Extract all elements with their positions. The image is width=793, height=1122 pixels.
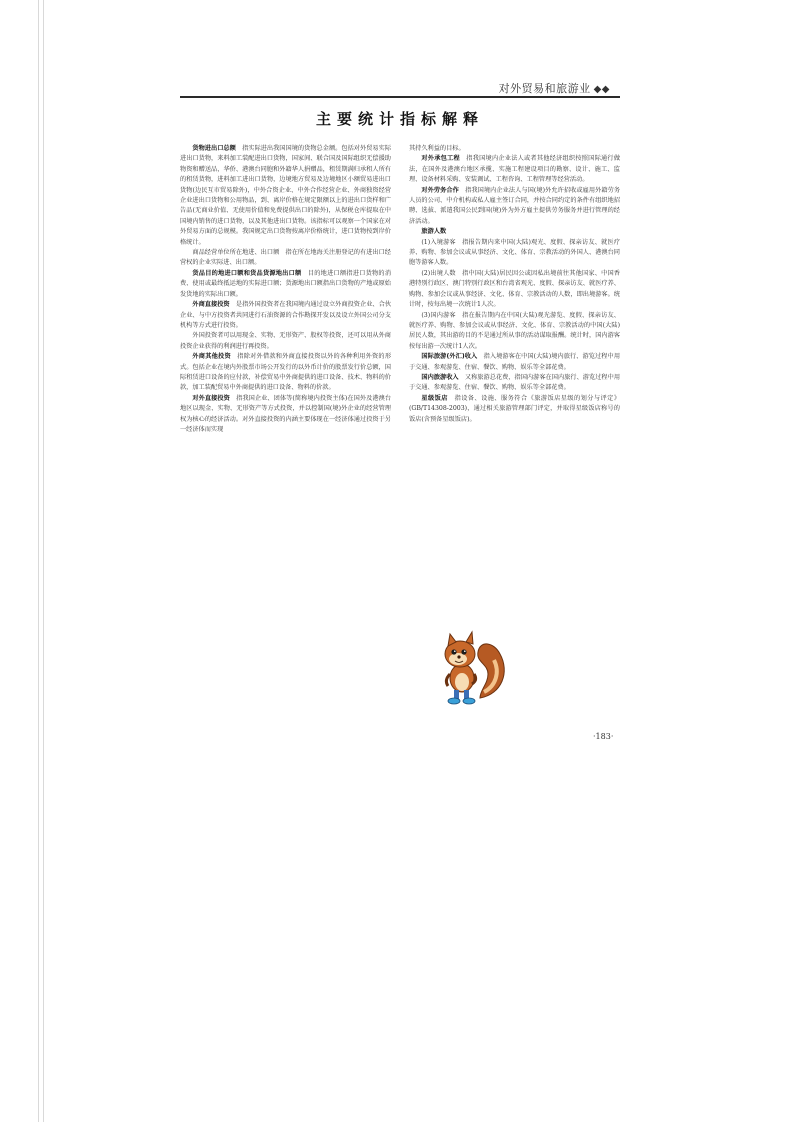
indicator-term: 国内旅游收入 bbox=[421, 373, 459, 381]
page-edge-line bbox=[38, 0, 39, 1122]
indicator-term: 对外劳务合作 bbox=[421, 186, 459, 194]
definition-text: (3)国内游客 指在报告期内在中国(大陆)观光游览、度假、探亲访友、就医疗养、购物、参加会议或从事经济、文化、体育、宗教活动的中国(大陆)居民人数，其出游的目的不是通过所从事的活动谋取报酬。统计时，国内游客按每出游一次统计1人次。 bbox=[409, 311, 620, 350]
definition-text: 指实际进出我国国境的货物总金额。包括对外贸易实际进出口货物，来料加工装配进出口货物，国家间、联合国及国际组织无偿援助物资和赠送品，华侨、港澳台同胞和外籍华人捐赠品，租赁期满归承租人所有的租赁货物，进料加工进出口货物，边境地方贸易及边境地区小额贸易进出口货物(边民互市贸易除外)，中外合资企业、中外合作经营企业、外商独资经营企业进出口货物和公用物品，到、离岸价格在规定限额以上的进出口货样和广告品(无商业价值、无使用价值和免费提供出口的除外)，从保税仓库提取在中国境内销售的进口货物，以及其他进出口货物。该指标可以观察一个国家在对外贸易方面的总规模。我国规定出口货物按离岸价格统计，进口货物按到岸价格统计。 bbox=[180, 145, 392, 246]
indicator-term: 星级饭店 bbox=[421, 394, 448, 402]
left-column bbox=[180, 144, 391, 435]
paragraph bbox=[409, 373, 620, 394]
paragraph bbox=[409, 227, 620, 237]
definition-text: 外国投资者可以用现金、实物、无形资产、股权等投资，还可以用从外商投资企业获得的利润进行再投资。 bbox=[180, 332, 391, 350]
definition-text: 指除对外借款和外商直接投资以外的各种利用外资的形式。包括企业在境内外股票市场公开发行的以外币计价的股票发行价总额，国际租赁进口设备的应付款，补偿贸易中外商提供的进口设备、技术、物料的价款，加工装配贸易中外商提供的进口设备、物料的价款。 bbox=[180, 353, 392, 392]
indicator-term: 货物进出口总额 bbox=[192, 145, 236, 152]
definition-text: (1)入境游客 指报告期内来中国(大陆)观光、度假、探亲访友、就医疗养、购物、参加会议或从事经济、文化、体育、宗教活动的外国人、港澳台同胞等游客人数。 bbox=[409, 238, 620, 267]
paragraph bbox=[180, 394, 391, 436]
right-column bbox=[409, 144, 620, 425]
paragraph bbox=[409, 144, 620, 154]
definition-text: 是指外国投资者在我国境内通过设立外商投资企业、合伙企业、与中方投资者共同进行石油资源的合作勘探开发以及设立外国公司分支机构等方式进行投资。 bbox=[180, 301, 392, 329]
definition-text: 又称旅游总花费，指国内游客在国内旅行、游览过程中用于交通、参观游览、住宿、餐饮、购物、娱乐等全部花费。 bbox=[409, 373, 621, 392]
paragraph bbox=[409, 269, 620, 311]
paragraph bbox=[409, 311, 620, 353]
running-header bbox=[499, 80, 610, 96]
definition-text: 商品经营单位所在地进、出口额 指在所在地海关注册登记的有进出口经营权的企业实际进、出口额。 bbox=[180, 249, 391, 267]
diamond-marks: ◆◆ bbox=[593, 84, 610, 95]
indicator-term: 外商直接投资 bbox=[192, 301, 230, 309]
squirrel-mascot-illustration bbox=[436, 628, 510, 708]
paragraph bbox=[409, 238, 620, 269]
paragraph bbox=[180, 352, 391, 394]
page-title: 主要统计指标解释 bbox=[315, 110, 484, 128]
definition-text: 指入境游客在中国(大陆)境内旅行、游览过程中用于交通、参观游览、住宿、餐饮、购物、娱乐等全部花费。 bbox=[409, 353, 621, 371]
header-rule bbox=[180, 96, 620, 98]
definition-text: 指我国企业、团体等(简称境内投资主体)在国外及港澳台地区以现金、实物、无形资产等方式投资，并以控制国(境)外企业的经营管理权为核心的经济活动。对外直接投资的内涵主要体现在一经济体通过投资于另一经济体而实现 bbox=[180, 394, 392, 433]
page-number: ·183· bbox=[593, 732, 614, 741]
paragraph bbox=[180, 300, 391, 331]
indicator-term: 对外承包工程 bbox=[421, 155, 460, 163]
indicator-term: 对外直接投资 bbox=[192, 394, 230, 402]
paragraph bbox=[409, 186, 620, 228]
indicator-term: 国际旅游(外汇)收入 bbox=[421, 353, 478, 361]
section-title: 对外贸易和旅游业 bbox=[498, 82, 591, 95]
indicator-term: 旅游人数 bbox=[421, 228, 447, 236]
paragraph bbox=[180, 331, 391, 352]
indicator-term: 外商其他投资 bbox=[192, 353, 231, 361]
definition-text: (2)出境人数 指中国(大陆)居民因公或因私出境前往其他国家、中国香港特别行政区、澳门特别行政区和台湾省观光、度假、探亲访友、就医疗养、购物、参加会议或从事经济、文化、体育、宗教活动的人数，即出境游客。统计时，按每出境一次统计1人次。 bbox=[409, 269, 620, 309]
definition-text: 其持久利益的目标。 bbox=[409, 145, 465, 152]
page-edge-line bbox=[43, 0, 44, 1122]
definition-text: 指我国境内企业法人与国(境)外允许招收或雇用外籍劳务人员的公司、中介机构或私人雇主签订合同，并按合同约定的条件有组织地招聘、选拔、派遣我国公民到国(境)外为外方雇主提供劳务服务并进行管理的经济活动。 bbox=[409, 186, 621, 225]
paragraph bbox=[409, 154, 620, 185]
paragraph bbox=[409, 394, 620, 425]
definition-text: 指我国境内企业法人或者其他经济组织按照国际通行做法，在国外及港澳台地区承揽、实施工程建设项目的勘察、设计、施工、监理、设备材料采购、安装调试、工程咨询、工程管理等经营活动。 bbox=[409, 155, 621, 184]
paragraph bbox=[409, 352, 620, 373]
paragraph bbox=[180, 269, 391, 300]
definition-text: 目的地进口额指进口货物的消费、使用或最终抵运地的实际进口额；货源地出口额指出口货物的产地或原始发货地的实际出口额。 bbox=[180, 269, 392, 298]
definition-text: 指设备、设施、服务符合《旅游饭店星级的划分与评定》(GB/T14308-2003)，通过相关旅游管理部门评定，并取得星级饭店称号的饭店(含预备星级饭店)。 bbox=[409, 394, 621, 423]
indicator-term: 货品目的地进口额和货品货源地出口额 bbox=[192, 269, 302, 277]
paragraph bbox=[180, 144, 391, 248]
paragraph bbox=[180, 248, 391, 269]
